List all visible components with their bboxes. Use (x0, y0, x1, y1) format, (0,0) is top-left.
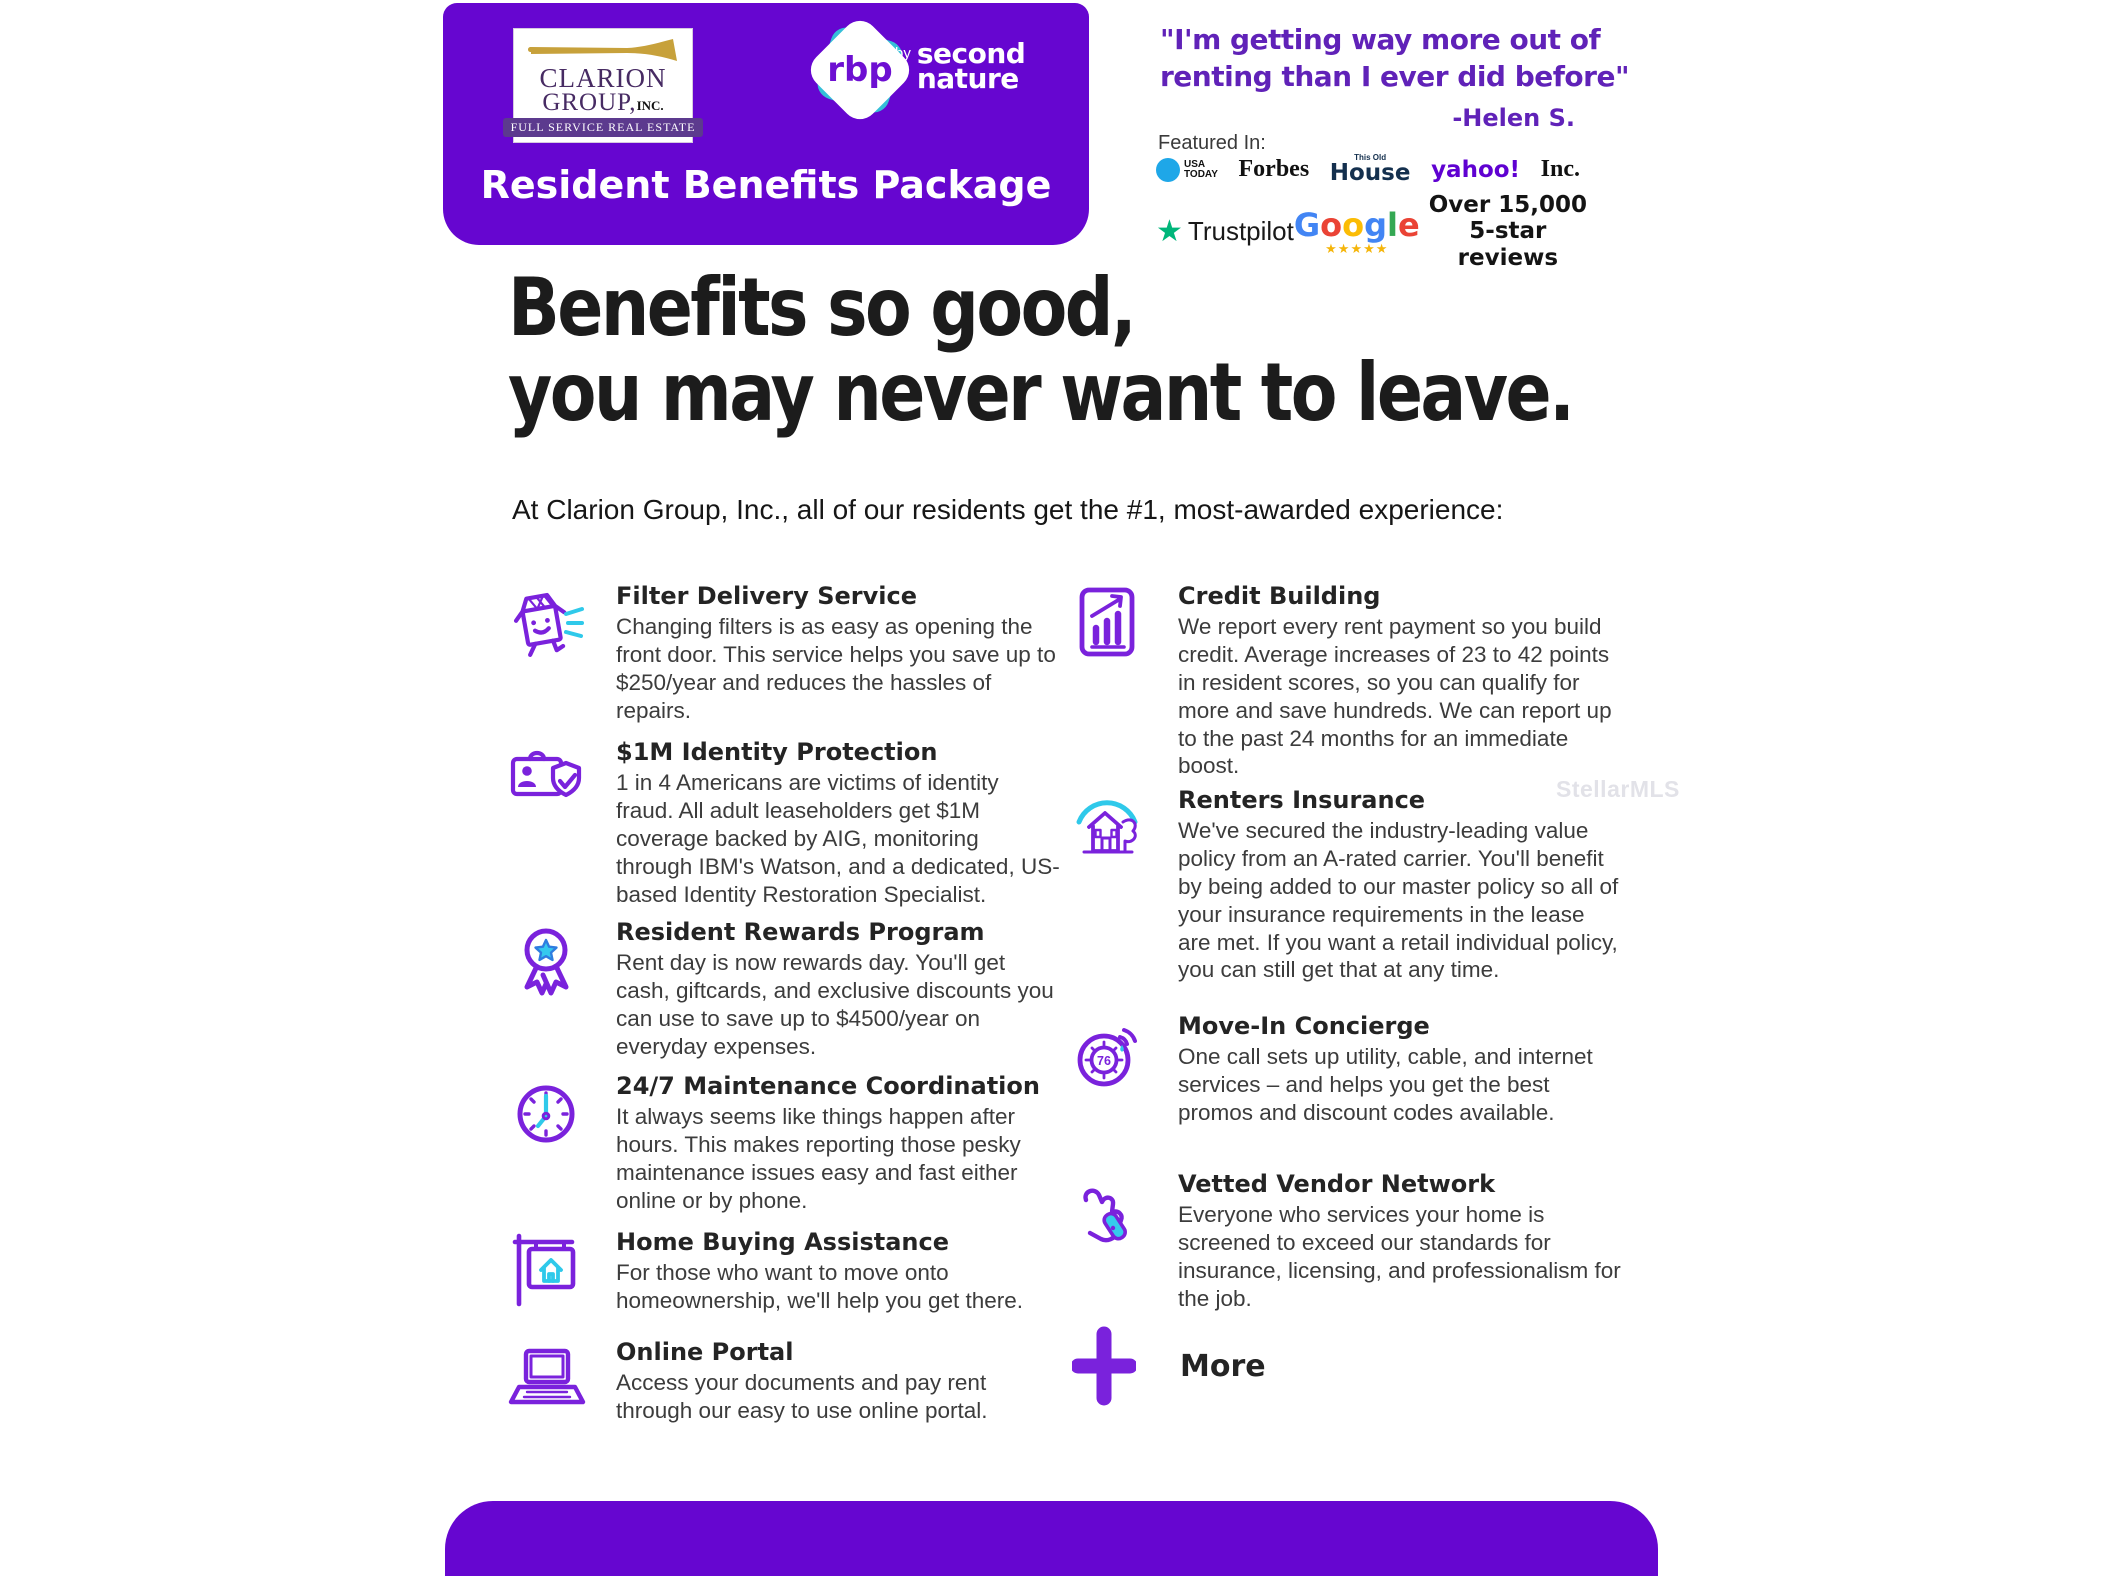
clarion-name-line2: GROUP, (542, 88, 637, 116)
benefit-title: Renters Insurance (1178, 786, 1426, 814)
svg-text:76: 76 (1097, 1054, 1111, 1068)
benefit-item (1066, 582, 1622, 780)
google-letter: o (1342, 205, 1365, 244)
second-nature-logo (895, 37, 1026, 96)
google-letter: l (1387, 205, 1398, 244)
benefit-body: Access your documents and pay rent through our easy to use online portal. (616, 1370, 988, 1423)
benefit-text (1178, 1012, 1622, 1127)
credit-chart-icon (1066, 582, 1152, 780)
usa-today-text (1184, 160, 1218, 180)
thumbs-up-icon (1066, 1170, 1152, 1313)
usa-today-circle-icon (1156, 158, 1180, 182)
benefit-body: Everyone who services your home is screened to exceed our standards for insurance, licensing, and professionalism for the job. (1178, 1202, 1621, 1311)
this-old-house-big: House (1329, 160, 1411, 186)
benefit-item (504, 1338, 1060, 1425)
benefit-item (504, 582, 1060, 725)
rewards-medal-icon (504, 918, 590, 1061)
quote-line1: "I'm getting way more out of (1160, 23, 1601, 56)
headline-line1: Benefits so good, (508, 261, 1135, 354)
benefit-text (616, 738, 1060, 908)
benefit-title: Credit Building (1178, 582, 1381, 610)
usa-today-logo (1156, 158, 1218, 182)
header-card (443, 3, 1089, 245)
benefit-body: One call sets up utility, cable, and internet services – and helps you get the best promos and discount codes available. (1178, 1044, 1593, 1125)
more-item (1072, 1322, 1266, 1410)
trumpet-icon (527, 38, 679, 64)
benefit-title: Move-In Concierge (1178, 1012, 1430, 1040)
google-letter: g (1364, 205, 1388, 244)
home-sign-icon (504, 1228, 590, 1315)
benefit-title: Home Buying Assistance (616, 1228, 949, 1256)
benefit-text (616, 582, 1060, 725)
clarion-banner: FULL SERVICE REAL ESTATE (503, 118, 704, 137)
benefit-text (1178, 786, 1622, 984)
benefit-body: Changing filters is as easy as opening the front door. This service helps you save up to $250/year and reduces the hassles of repairs. (616, 614, 1056, 723)
second-nature-wordmark (916, 37, 1026, 96)
footer-bar (445, 1501, 1658, 1576)
quote-line2: renting than I ever did before" (1160, 59, 1630, 93)
benefit-text (616, 918, 1060, 1061)
trustpilot-text: Trustpilot (1187, 216, 1294, 247)
package-title: Resident Benefits Package (480, 163, 1052, 207)
reviews-line1: Over 15,000 (1428, 192, 1587, 218)
benefit-title: $1M Identity Protection (616, 738, 938, 766)
main-headline (508, 261, 1573, 439)
benefit-item (1066, 1012, 1622, 1127)
this-old-house-logo (1330, 154, 1411, 185)
benefit-title: 24/7 Maintenance Coordination (616, 1072, 1040, 1100)
featured-in-label: Featured In: (1158, 132, 1266, 154)
benefit-item (1066, 1170, 1622, 1313)
benefit-item (504, 738, 1060, 908)
google-letters (1293, 205, 1420, 244)
stellar-mls-watermark: StellarMLS (1556, 776, 1680, 802)
plus-icon (1072, 1322, 1136, 1410)
benefit-title: Online Portal (616, 1338, 794, 1366)
benefit-body: 1 in 4 Americans are victims of identity fraud. All adult leaseholders get $1M coverage backed by AIG, monitoring through IBM's Watson, and a dedicated, US-based Identity Restoration Specialist. (616, 770, 1060, 907)
yahoo-logo: yahoo! (1431, 156, 1521, 183)
benefit-body: We report every rent payment so you build credit. Average increases of 23 to 42 points in resident scores, so you can qualify for more and save hundreds. We can report up to the past 24 months for an immediate boost. (1178, 614, 1612, 779)
benefit-body: Rent day is now rewards day. You'll get cash, giftcards, and exclusive discounts you can use to save up to $4500/year on everyday expenses. (616, 950, 1054, 1059)
benefit-item (504, 918, 1060, 1061)
quote-attribution: -Helen S. (1452, 104, 1575, 132)
inc-logo: Inc. (1540, 156, 1580, 182)
benefit-text (616, 1072, 1060, 1215)
benefit-text (1178, 1170, 1622, 1313)
this-old-house-small: This Old (1354, 153, 1387, 162)
subheadline: At Clarion Group, Inc., all of our residents get the #1, most-awarded experience: (512, 494, 1504, 525)
trustpilot-star-icon: ★ (1156, 214, 1183, 248)
usa-today-line1: USA (1184, 158, 1206, 170)
thermostat-icon (1066, 1012, 1152, 1127)
google-stars-icon: ★★★★★ (1325, 240, 1389, 256)
google-logo (1293, 205, 1420, 256)
more-label: More (1180, 1348, 1266, 1384)
clarion-name (539, 63, 667, 116)
clarion-group-logo (510, 28, 696, 143)
benefit-title: Vetted Vendor Network (1178, 1170, 1496, 1198)
reviews-line2: 5-star reviews (1457, 218, 1559, 271)
benefit-text (616, 1228, 1060, 1315)
usa-today-line2: TODAY (1184, 168, 1218, 180)
laptop-icon (504, 1338, 590, 1425)
clarion-name-suffix: INC. (636, 97, 664, 113)
forbes-logo: Forbes (1238, 156, 1310, 182)
benefit-title: Resident Rewards Program (616, 918, 985, 946)
featured-logos-row (1156, 154, 1580, 185)
trustpilot-logo (1156, 216, 1294, 247)
filter-delivery-icon (504, 582, 590, 725)
benefit-text (616, 1338, 1060, 1425)
google-letter: e (1397, 205, 1420, 244)
testimonial-quote (1160, 22, 1629, 96)
second-nature-line1: second (916, 37, 1026, 70)
benefit-item (1066, 786, 1622, 984)
benefit-text (1178, 582, 1622, 780)
clarion-name-line1: CLARION (539, 63, 667, 93)
headline-line2: you may never want to leave. (508, 345, 1573, 439)
benefit-body: We've secured the industry-leading value policy from an A-rated carrier. You'll benefit by being added to our master policy so all of your insurance requirements in the lease are met. If you want a retail individual policy, you can still get that at any time. (1178, 818, 1619, 983)
identity-protection-icon (504, 738, 590, 908)
google-letter: o (1320, 205, 1343, 244)
rbp-wordmark: rbp (827, 50, 893, 90)
benefit-title: Filter Delivery Service (616, 582, 917, 610)
benefit-body: For those who want to move onto homeownership, we'll help you get there. (616, 1260, 1024, 1313)
reviews-row (1156, 192, 1596, 271)
benefit-body: It always seems like things happen after hours. This makes reporting those pesky maintenance issues easy and fast either online or by phone. (616, 1104, 1021, 1213)
google-letter: G (1293, 205, 1321, 244)
by-label: by (895, 45, 911, 62)
second-nature-line2: nature (916, 62, 1019, 96)
benefit-item (504, 1072, 1060, 1215)
clock-icon (504, 1072, 590, 1215)
insured-house-icon (1066, 786, 1152, 984)
reviews-count (1420, 192, 1596, 271)
benefit-item (504, 1228, 1060, 1315)
